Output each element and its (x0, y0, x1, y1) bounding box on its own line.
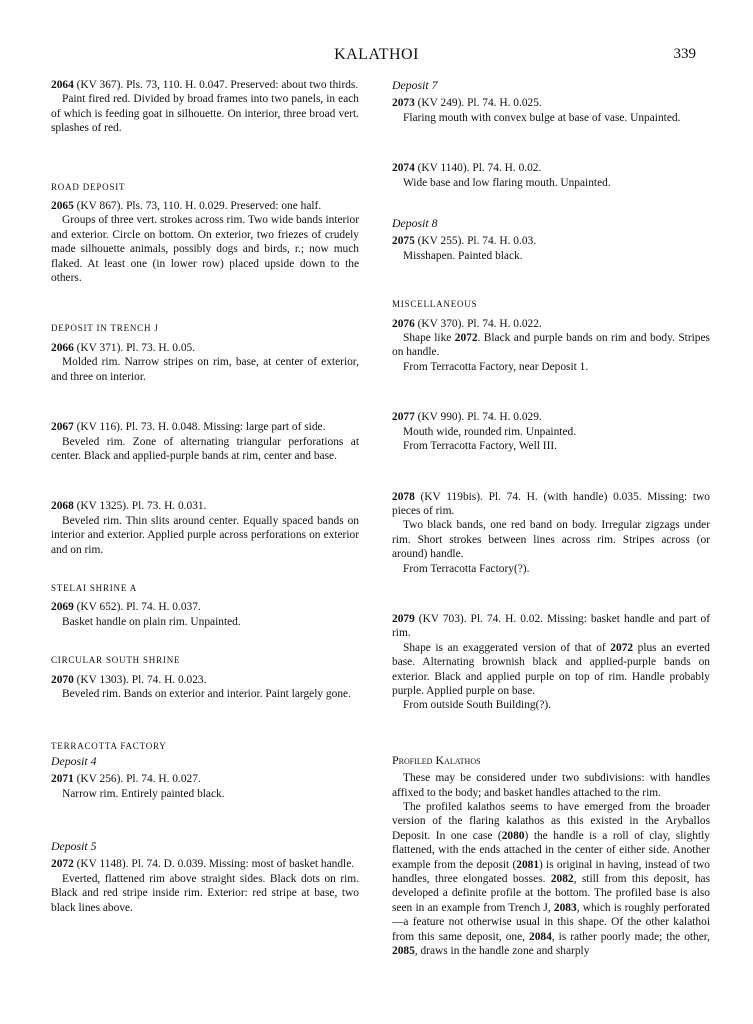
body-paragraph: These may be considered under two subdivisions: with handles affixed to the body; and basket handles attached to the rim. (392, 772, 710, 799)
entry-heading (51, 341, 359, 355)
catalog-entry-2065 (51, 199, 359, 285)
section-heading-profiled-kalathos: Profiled Kalathos (392, 752, 481, 767)
page-header (0, 46, 753, 66)
catalog-entry-2075 (392, 234, 710, 263)
entry-specs: (KV 867). Pls. 73, 110. H. 0.029. Preserved: one half. (73, 200, 322, 213)
entry-description (392, 641, 710, 699)
catalog-number: 2078 (392, 490, 415, 503)
catalog-entry-2079 (392, 612, 710, 713)
catalog-entry-2073 (392, 96, 710, 125)
catalog-number: 2071 (51, 773, 74, 786)
entry-specs: (KV 370). Pl. 74. H. 0.022. (414, 317, 542, 330)
entry-description: Flaring mouth with convex bulge at base of vase. Unpainted. (403, 111, 681, 124)
entry-specs: (KV 990). Pl. 74. H. 0.029. (414, 411, 542, 424)
catalog-number: 2077 (392, 411, 415, 424)
catalog-number: 2068 (51, 500, 74, 513)
paragraph-text: , which is roughly perforated—a feature not otherwise usual in this shape. Of the other kalathoi from this same deposit, one, (392, 901, 711, 943)
catalog-number: 2073 (392, 97, 415, 110)
catalog-number: 2065 (51, 200, 74, 213)
cross-reference: 2081 (516, 858, 540, 871)
entry-description (392, 331, 710, 360)
cross-reference: 2083 (553, 901, 577, 914)
entry-heading (392, 317, 710, 331)
entry-heading (392, 410, 710, 424)
catalog-number: 2069 (51, 601, 74, 614)
section-heading-stelai-shrine: STELAI SHRINE A (51, 582, 137, 593)
entry-heading (392, 161, 710, 175)
description-text: Shape is an exaggerated version of that of (403, 641, 611, 654)
paragraph-text: ) the handle is a roll of clay, slightly flattened, with the ends attached in the center of either side. Another example from the deposit ( (392, 829, 710, 871)
entry-heading (392, 490, 710, 519)
catalog-entry-2066 (51, 341, 359, 384)
entry-provenance: From Terracotta Factory, Well III. (403, 440, 558, 453)
entry-specs: (KV 1325). Pl. 73. H. 0.031. (73, 500, 207, 513)
section-heading-terracotta-factory: TERRACOTTA FACTORY (51, 741, 167, 752)
catalog-number: 2064 (51, 79, 74, 91)
entry-heading (51, 199, 359, 213)
catalog-entry-2074 (392, 161, 710, 190)
cross-reference: 2080 (501, 829, 525, 842)
catalog-number: 2072 (51, 858, 74, 871)
entry-heading (51, 772, 359, 786)
entry-heading (392, 234, 710, 248)
entry-description: Basket handle on plain rim. Unpainted. (62, 615, 241, 628)
entry-specs: (KV 119bis). Pl. 74. H. (with handle) 0.035. Missing: two pieces of rim. (392, 490, 710, 517)
cross-reference: 2072 (454, 332, 478, 345)
entry-specs: (KV 367). Pls. 73, 110. H. 0.047. Preserved: about two thirds. (73, 79, 359, 91)
entry-heading (51, 499, 359, 513)
catalog-entry-2068 (51, 499, 359, 557)
description-text: . Black and purple bands on rim and body. Stripes on handle. (392, 332, 710, 359)
entry-heading (392, 96, 710, 110)
entry-description: Groups of three vert. strokes across rim. Two wide bands interior and exterior. Circle on bottom. On exterior, two friezes of crudely made silhouette animals, possibly dogs and birds, r.; now much flaked. At least one (in lower row) placed upside down to the others. (51, 214, 359, 285)
entry-specs: (KV 255). Pl. 74. H. 0.03. (414, 235, 537, 248)
catalog-entry-2072 (51, 857, 359, 915)
entry-description: Misshapen. Painted black. (403, 249, 523, 262)
paragraph-text: The profiled kalathos seems to have emerged from the broader version of the flaring kalathos as this existed in the Aryballos Deposit. In one case ( (392, 801, 710, 842)
catalog-entry-2067 (51, 420, 359, 463)
entry-heading (392, 612, 710, 641)
entry-description: Narrow rim. Entirely painted black. (62, 787, 225, 800)
entry-description: Everted, flattened rim above straight sides. Black dots on rim. Black and red stripe inside rim. Exterior: red stripe at base, two black lines above. (51, 872, 359, 914)
right-column (392, 78, 710, 958)
entry-description: Mouth wide, rounded rim. Unpainted. (403, 425, 577, 438)
catalog-entry-2078 (392, 490, 710, 576)
left-column (51, 78, 359, 915)
entry-heading (51, 673, 359, 687)
entry-description: Beveled rim. Zone of alternating triangular perforations at center. Black and applied-purple bands at rim, center and base. (51, 435, 359, 462)
description-text: plus an everted base. Alternating brownish black and applied-purple bands on exterior. Black and applied purple on top of rim. Handle probably purple. Applied purple on base. (392, 641, 710, 697)
section-heading-trench-j: DEPOSIT IN TRENCH J (51, 323, 159, 334)
catalog-entry-2070 (51, 673, 359, 702)
catalog-number: 2074 (392, 162, 415, 175)
entry-heading (51, 78, 359, 92)
catalog-number: 2079 (392, 612, 415, 625)
catalog-entry-2077 (392, 410, 710, 453)
entry-specs: (KV 249). Pl. 74. H. 0.025. (414, 97, 542, 110)
page-number: 339 (673, 46, 696, 62)
catalog-number: 2070 (51, 673, 74, 686)
paragraph-text: , draws in the handle zone and sharply (414, 945, 590, 958)
section-heading-circular-south-shrine: CIRCULAR SOUTH SHRINE (51, 655, 181, 666)
cross-reference: 2082 (550, 873, 574, 886)
paragraph-text: , is rather poorly made; the other, (551, 930, 710, 943)
entry-provenance: From outside South Building(?). (403, 699, 552, 712)
catalog-number: 2075 (392, 235, 415, 248)
section-heading-miscellaneous: MISCELLANEOUS (392, 299, 478, 310)
catalog-number: 2066 (51, 341, 74, 354)
description-text: Shape like (403, 332, 455, 345)
body-paragraph (392, 800, 710, 958)
paragraph-text: , still from this deposit, has developed a definite profile at the bottom. The profiled base is also seen in an example from Trench J, (392, 873, 711, 914)
subsection-heading-deposit-4: Deposit 4 (51, 753, 97, 768)
entry-specs: (KV 1303). Pl. 74. H. 0.023. (73, 673, 207, 686)
entry-specs: (KV 1140). Pl. 74. H. 0.02. (414, 162, 542, 175)
catalog-number: 2067 (51, 421, 74, 434)
catalog-entry-2069 (51, 600, 359, 629)
entry-heading (51, 420, 359, 434)
catalog-entry-2064 (51, 78, 359, 136)
entry-provenance: From Terracotta Factory(?). (403, 562, 530, 575)
subsection-heading-deposit-8: Deposit 8 (392, 216, 438, 231)
cross-reference: 2085 (392, 945, 415, 958)
catalog-entry-2076 (392, 317, 710, 375)
running-title: KALATHOI (334, 46, 419, 63)
entry-provenance: From Terracotta Factory, near Deposit 1. (403, 360, 589, 373)
cross-reference: 2084 (529, 930, 552, 943)
section-heading-road-deposit: ROAD DEPOSIT (51, 181, 126, 192)
entry-specs: (KV 1148). Pl. 74. D. 0.039. Missing: most of basket handle. (73, 858, 355, 871)
entry-specs: (KV 256). Pl. 74. H. 0.027. (73, 773, 201, 786)
entry-heading (51, 600, 359, 614)
entry-description: Paint fired red. Divided by broad frames into two panels, in each of which is feeding goat in silhouette. On interior, three broad vert. splashes of red. (51, 93, 359, 135)
cross-reference: 2072 (610, 641, 634, 654)
entry-description: Two black bands, one red band on body. Irregular zigzags under rim. Short strokes between lines across rim. Stripes across (or around) handle. (392, 519, 710, 561)
paragraph-text: ) is original in having, instead of two handles, three elongated bosses. (392, 858, 710, 886)
entry-specs: (KV 652). Pl. 74. H. 0.037. (73, 601, 201, 614)
entry-description: Molded rim. Narrow stripes on rim, base, at center of exterior, and three on interior. (51, 356, 359, 383)
entry-heading (51, 857, 359, 871)
entry-description: Wide base and low flaring mouth. Unpainted. (403, 176, 611, 189)
subsection-heading-deposit-5: Deposit 5 (51, 839, 97, 853)
entry-specs: (KV 703). Pl. 74. H. 0.02. Missing: basket handle and part of rim. (392, 612, 710, 640)
entry-description: Beveled rim. Bands on exterior and interior. Paint largely gone. (62, 687, 351, 700)
entry-specs: (KV 116). Pl. 73. H. 0.048. Missing: large part of side. (73, 421, 326, 434)
catalog-number: 2076 (392, 317, 415, 330)
entry-description: Beveled rim. Thin slits around center. Equally spaced bands on interior and exterior. Applied purple across perforations on exterior and on rim. (51, 514, 359, 556)
entry-specs: (KV 371). Pl. 73. H. 0.05. (73, 341, 196, 354)
catalog-entry-2071 (51, 772, 359, 801)
subsection-heading-deposit-7: Deposit 7 (392, 78, 438, 92)
